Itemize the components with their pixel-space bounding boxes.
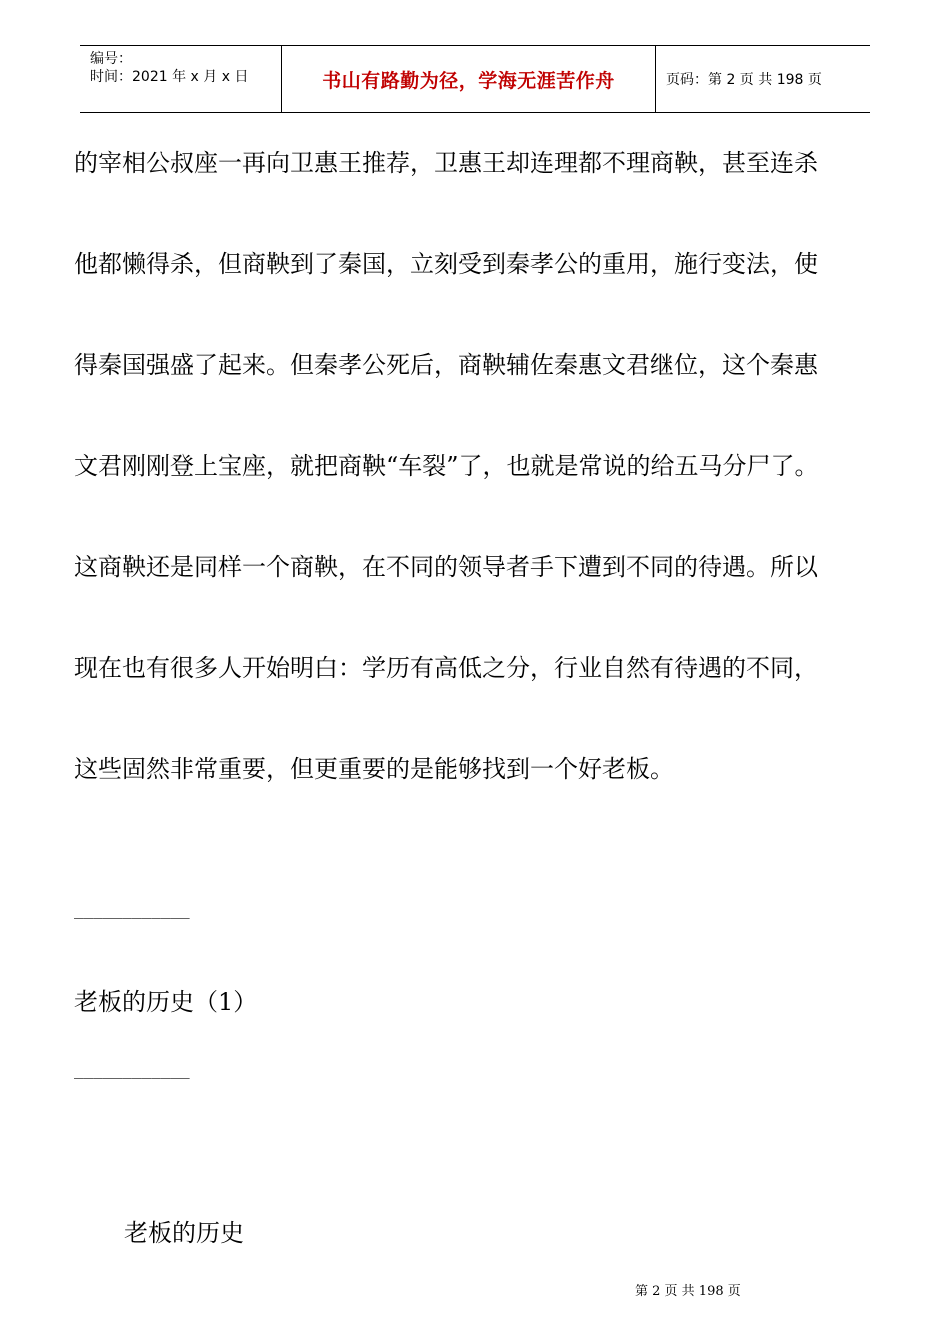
body-line: 他都懒得杀，但商鞅到了秦国，立刻受到秦孝公的重用，施行变法，使 xyxy=(74,250,818,278)
body-line: 得秦国强盛了起来。但秦孝公死后，商鞅辅佐秦惠文君继位，这个秦惠 xyxy=(74,351,818,379)
section-divider-top: ____________ xyxy=(74,900,190,919)
page-footer: 第 2 页 共 198 页 xyxy=(635,1284,741,1299)
page-header xyxy=(80,45,870,113)
body-line: 的宰相公叔座一再向卫惠王推荐，卫惠王却连理都不理商鞅，甚至连杀 xyxy=(74,149,818,177)
section-title: 老板的历史（1） xyxy=(74,988,258,1016)
body-line: 现在也有很多人开始明白：学历有高低之分，行业自然有待遇的不同， xyxy=(74,654,818,682)
header-page-info: 页码：第 2 页 共 198 页 xyxy=(666,72,822,88)
section-subheading: 老板的历史 xyxy=(124,1219,244,1247)
body-paragraph xyxy=(74,140,894,847)
document-time: 时间：2021 年 x 月 x 日 xyxy=(90,69,249,85)
body-line: 这些固然非常重要，但更重要的是能够找到一个好老板。 xyxy=(74,755,674,783)
document-number: 编号： xyxy=(90,51,132,67)
body-line: 文君刚刚登上宝座，就把商鞅“车裂”了，也就是常说的给五马分尸了。 xyxy=(74,452,819,480)
body-line: 这商鞅还是同样一个商鞅，在不同的领导者手下遭到不同的待遇。所以 xyxy=(74,553,818,581)
header-motto: 书山有路勤为径，学海无涯苦作舟 xyxy=(282,46,656,112)
header-meta xyxy=(80,46,282,112)
section-divider-bottom: ____________ xyxy=(74,1060,190,1079)
